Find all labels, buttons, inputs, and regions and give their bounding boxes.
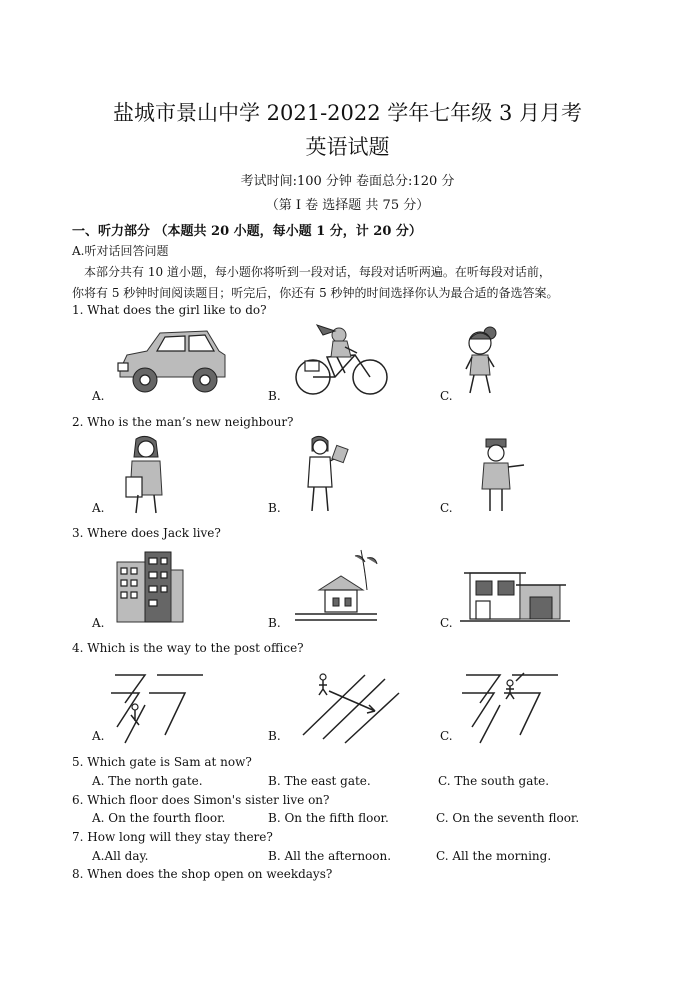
q3-option-c[interactable]: C. [440, 616, 453, 630]
q1-option-c[interactable]: C. [440, 389, 453, 403]
apartment-building-icon [115, 548, 185, 626]
question-7: 7. How long will they stay there? [72, 830, 273, 844]
q7-option-b[interactable]: B. All the afternoon. [268, 849, 392, 863]
q2-option-a[interactable]: A. [92, 501, 105, 515]
q4-option-c[interactable]: C. [440, 729, 453, 743]
question-2: 2. Who is the man’s new neighbour? [72, 415, 294, 429]
q4-option-b[interactable]: B. [268, 729, 281, 743]
q1-option-b[interactable]: B. [268, 389, 281, 403]
crossroad-map-a-icon [105, 665, 210, 745]
q6-option-b[interactable]: B. On the fifth floor. [268, 811, 389, 825]
exam-title-line1: 盐城市景山中学 2021-2022 学年七年级 3 月月考 [112, 101, 583, 125]
q4-option-a[interactable]: A. [92, 729, 105, 743]
q3-option-b[interactable]: B. [268, 616, 281, 630]
question-4: 4. Which is the way to the post office? [72, 641, 304, 655]
instructions-line2: 你将有 5 秒钟时间阅读题目；听完后，你还有 5 秒钟的时间选择你认为最合适的备选答案。 [72, 286, 559, 300]
question-6: 6. Which floor does Simon's sister live on? [72, 793, 330, 807]
q7-option-a[interactable]: A.All day. [92, 849, 149, 863]
instructions-line1: 本部分共有 10 道小题，每小题你将听到一段对话，每段对话听两遍。在听每段对话前， [84, 265, 551, 279]
road-map-b-icon [295, 665, 400, 745]
q6-option-a[interactable]: A. On the fourth floor. [92, 811, 226, 825]
section-heading: 一、听力部分 （本题共 20 小题，每小题 1 分，计 20 分） [72, 224, 422, 239]
question-5: 5. Which gate is Sam at now? [72, 755, 252, 769]
q1-option-a[interactable]: A. [92, 389, 105, 403]
question-8: 8. When does the shop open on weekdays? [72, 867, 333, 881]
girl-cycling-icon [295, 325, 390, 400]
sub-heading: A.听对话回答问题 [72, 244, 169, 258]
question-3: 3. Where does Jack live? [72, 526, 221, 540]
question-1: 1. What does the girl like to do? [72, 303, 267, 317]
beach-house-icon [295, 550, 377, 626]
q6-option-c[interactable]: C. On the seventh floor. [436, 811, 580, 825]
modern-house-icon [460, 565, 570, 627]
woman-with-paper-icon [300, 435, 355, 515]
crossroad-map-c-icon [460, 665, 565, 745]
exam-info: 考试时间:100 分钟 卷面总分:120 分 [240, 174, 455, 189]
q5-option-c[interactable]: C. The south gate. [438, 774, 550, 788]
girl-walking-icon [460, 325, 505, 400]
police-officer-icon [478, 435, 528, 515]
q3-option-a[interactable]: A. [92, 616, 105, 630]
q5-option-a[interactable]: A. The north gate. [92, 774, 203, 788]
exam-title-line2: 英语试题 [305, 135, 390, 159]
car-icon [115, 325, 230, 400]
q2-option-c[interactable]: C. [440, 501, 453, 515]
q7-option-c[interactable]: C. All the morning. [436, 849, 552, 863]
q5-option-b[interactable]: B. The east gate. [268, 774, 371, 788]
woman-with-book-icon [120, 435, 170, 515]
q2-option-b[interactable]: B. [268, 501, 281, 515]
part-info: （第 I 卷 选择题 共 75 分） [265, 198, 430, 213]
